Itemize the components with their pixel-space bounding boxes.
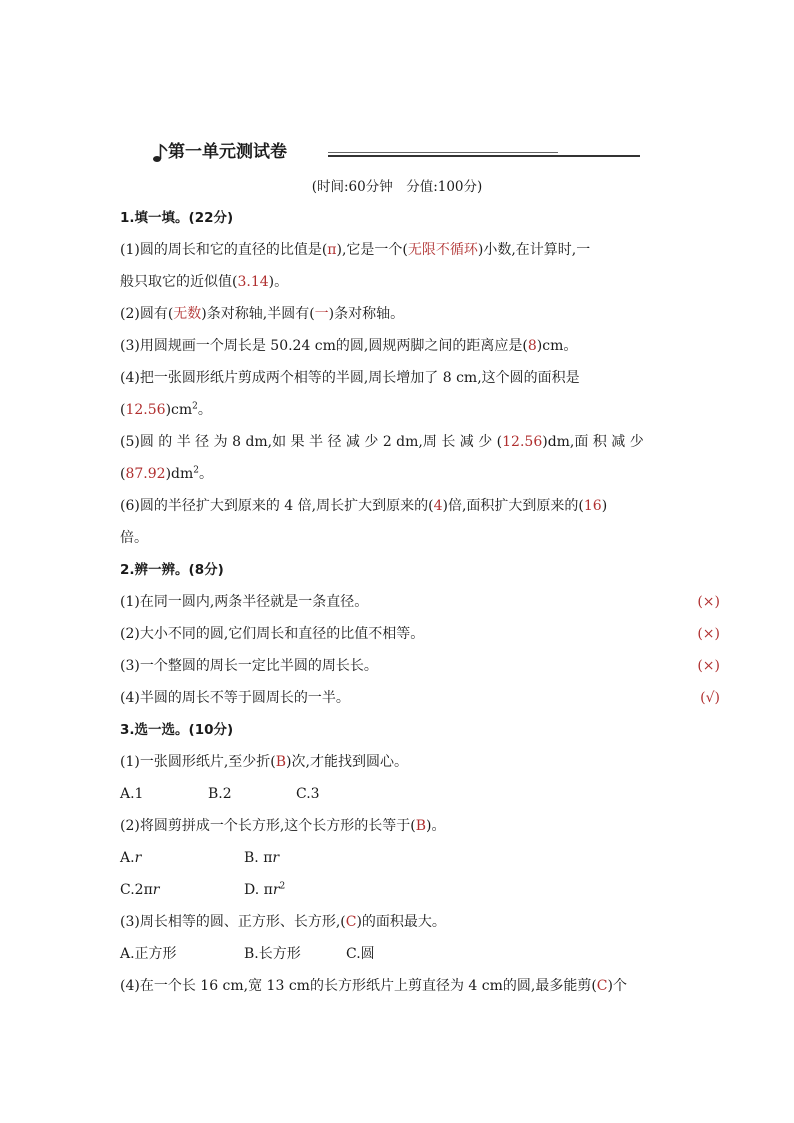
option-d bbox=[244, 880, 285, 900]
answer-text: B bbox=[415, 818, 427, 834]
judge-item bbox=[120, 624, 720, 644]
variable-r: r bbox=[272, 850, 280, 866]
q-text: (1)一张圆形纸片,至少折( bbox=[120, 754, 276, 770]
answer-text: 一 bbox=[314, 306, 329, 322]
q-text: ) bbox=[601, 498, 608, 514]
section-2-heading: 2.辨一辨。(8分) bbox=[120, 562, 224, 578]
q1-3 bbox=[120, 336, 577, 356]
option-label: D. π bbox=[244, 882, 273, 898]
option-c: C.圆 bbox=[346, 946, 375, 962]
q-text: ( bbox=[120, 466, 126, 482]
section-1-heading: 1.填一填。(22分) bbox=[120, 210, 234, 226]
judge-item bbox=[120, 592, 720, 612]
q1-5-line2 bbox=[120, 464, 213, 484]
q-text: (1)圆的周长和它的直径的比值是( bbox=[120, 242, 328, 258]
option-label: A. bbox=[120, 850, 135, 866]
q-text: ( bbox=[120, 402, 126, 418]
q1-6-line1 bbox=[120, 496, 607, 516]
option-a: A.1 bbox=[120, 786, 144, 802]
test-header bbox=[152, 140, 642, 168]
q-text: )dm,面 积 减 少 bbox=[542, 434, 644, 450]
answer-text: 8 bbox=[527, 338, 537, 354]
answer-text: 3.14 bbox=[237, 274, 269, 290]
test-subtitle: (时间:60分钟 分值:100分) bbox=[311, 179, 483, 195]
option-label: C.2π bbox=[120, 882, 153, 898]
q-text: )cm。 bbox=[536, 338, 578, 354]
q-text: )倍,面积扩大到原来的( bbox=[442, 498, 584, 514]
option-a bbox=[120, 848, 141, 868]
judge-item bbox=[120, 656, 720, 676]
option-b: B.长方形 bbox=[244, 946, 301, 962]
answer-text: 16 bbox=[583, 498, 602, 514]
q-text: )条对称轴,半圆有( bbox=[201, 306, 315, 322]
answer-text: 4 bbox=[433, 498, 443, 514]
q1-6-line2: 倍。 bbox=[120, 530, 148, 546]
q-text: (2)圆有( bbox=[120, 306, 174, 322]
q-text: ),它是一个( bbox=[336, 242, 408, 258]
option-a: A.正方形 bbox=[120, 946, 177, 962]
superscript: 2 bbox=[193, 465, 199, 476]
q1-4-line2 bbox=[120, 400, 212, 420]
q1-5-line1 bbox=[120, 432, 644, 452]
q-text: (6)圆的半径扩大到原来的 4 倍,周长扩大到原来的( bbox=[120, 498, 434, 514]
q-text: )。 bbox=[426, 818, 446, 834]
q-text: (3)周长相等的圆、正方形、长方形,( bbox=[120, 914, 346, 930]
title-underline bbox=[328, 155, 640, 157]
q3-3 bbox=[120, 912, 446, 932]
q-text: )cm bbox=[165, 402, 193, 418]
option-c: C.3 bbox=[296, 786, 320, 802]
q-text: )。 bbox=[268, 274, 289, 290]
answer-text: 87.92 bbox=[125, 466, 166, 482]
q1-2 bbox=[120, 304, 404, 324]
q1-1-line2 bbox=[120, 272, 288, 292]
option-c bbox=[120, 880, 159, 900]
variable-r: r bbox=[272, 882, 280, 898]
answer-text: C bbox=[596, 978, 608, 994]
answer-text: B bbox=[275, 754, 287, 770]
superscript: 2 bbox=[192, 401, 198, 412]
judge-text: (2)大小不同的圆,它们周长和直径的比值不相等。 bbox=[120, 626, 425, 642]
answer-text: π bbox=[327, 242, 337, 258]
judge-mark: (×) bbox=[697, 594, 720, 610]
q3-1 bbox=[120, 752, 408, 772]
option-b bbox=[244, 848, 279, 868]
variable-r: r bbox=[152, 882, 160, 898]
variable-r: r bbox=[134, 850, 142, 866]
answer-text: 无数 bbox=[173, 306, 202, 322]
superscript: 2 bbox=[279, 881, 286, 892]
q-text: (4)在一个长 16 cm,宽 13 cm的长方形纸片上剪直径为 4 cm的圆,最多能剪( bbox=[120, 978, 597, 994]
answer-text: 12.56 bbox=[502, 434, 543, 450]
judge-text: (4)半圆的周长不等于圆周长的一半。 bbox=[120, 690, 350, 706]
q-text: 般只取它的近似值( bbox=[120, 274, 238, 290]
q1-4-line1: (4)把一张圆形纸片剪成两个相等的半圆,周长增加了 8 cm,这个圆的面积是 bbox=[120, 370, 580, 386]
q-text: (2)将圆剪拼成一个长方形,这个长方形的长等于( bbox=[120, 818, 416, 834]
judge-text: (3)一个整圆的周长一定比半圆的周长长。 bbox=[120, 658, 378, 674]
judge-item bbox=[120, 688, 720, 708]
q-text: )的面积最大。 bbox=[356, 914, 446, 930]
option-label: B. π bbox=[244, 850, 273, 866]
q-text: )小数,在计算时,一 bbox=[477, 242, 591, 258]
q-text: (5)圆 的 半 径 为 8 dm,如 果 半 径 减 少 2 dm,周 长 减 少 ( bbox=[120, 434, 503, 450]
q3-2 bbox=[120, 816, 446, 836]
judge-mark: (×) bbox=[697, 626, 720, 642]
judge-mark: (√) bbox=[700, 690, 720, 706]
q-text: )条对称轴。 bbox=[328, 306, 405, 322]
music-note-icon bbox=[152, 142, 168, 164]
q1-1-line1 bbox=[120, 240, 590, 260]
q-text: 。 bbox=[197, 402, 212, 418]
answer-text: 12.56 bbox=[125, 402, 166, 418]
title-underline-thin bbox=[328, 152, 558, 153]
q-text: (3)用圆规画一个周长是 50.24 cm的圆,圆规两脚之间的距离应是( bbox=[120, 338, 528, 354]
q-text: )dm bbox=[165, 466, 194, 482]
section-3-heading: 3.选一选。(10分) bbox=[120, 722, 234, 738]
q3-4 bbox=[120, 976, 627, 996]
judge-mark: (×) bbox=[697, 658, 720, 674]
answer-text: 无限不循环 bbox=[407, 242, 478, 258]
judge-text: (1)在同一圆内,两条半径就是一条直径。 bbox=[120, 594, 369, 610]
option-b: B.2 bbox=[208, 786, 232, 802]
q-text: 。 bbox=[199, 466, 213, 482]
test-title: 第一单元测试卷 bbox=[168, 142, 287, 162]
answer-text: C bbox=[345, 914, 357, 930]
q-text: )次,才能找到圆心。 bbox=[286, 754, 408, 770]
q-text: )个 bbox=[607, 978, 627, 994]
